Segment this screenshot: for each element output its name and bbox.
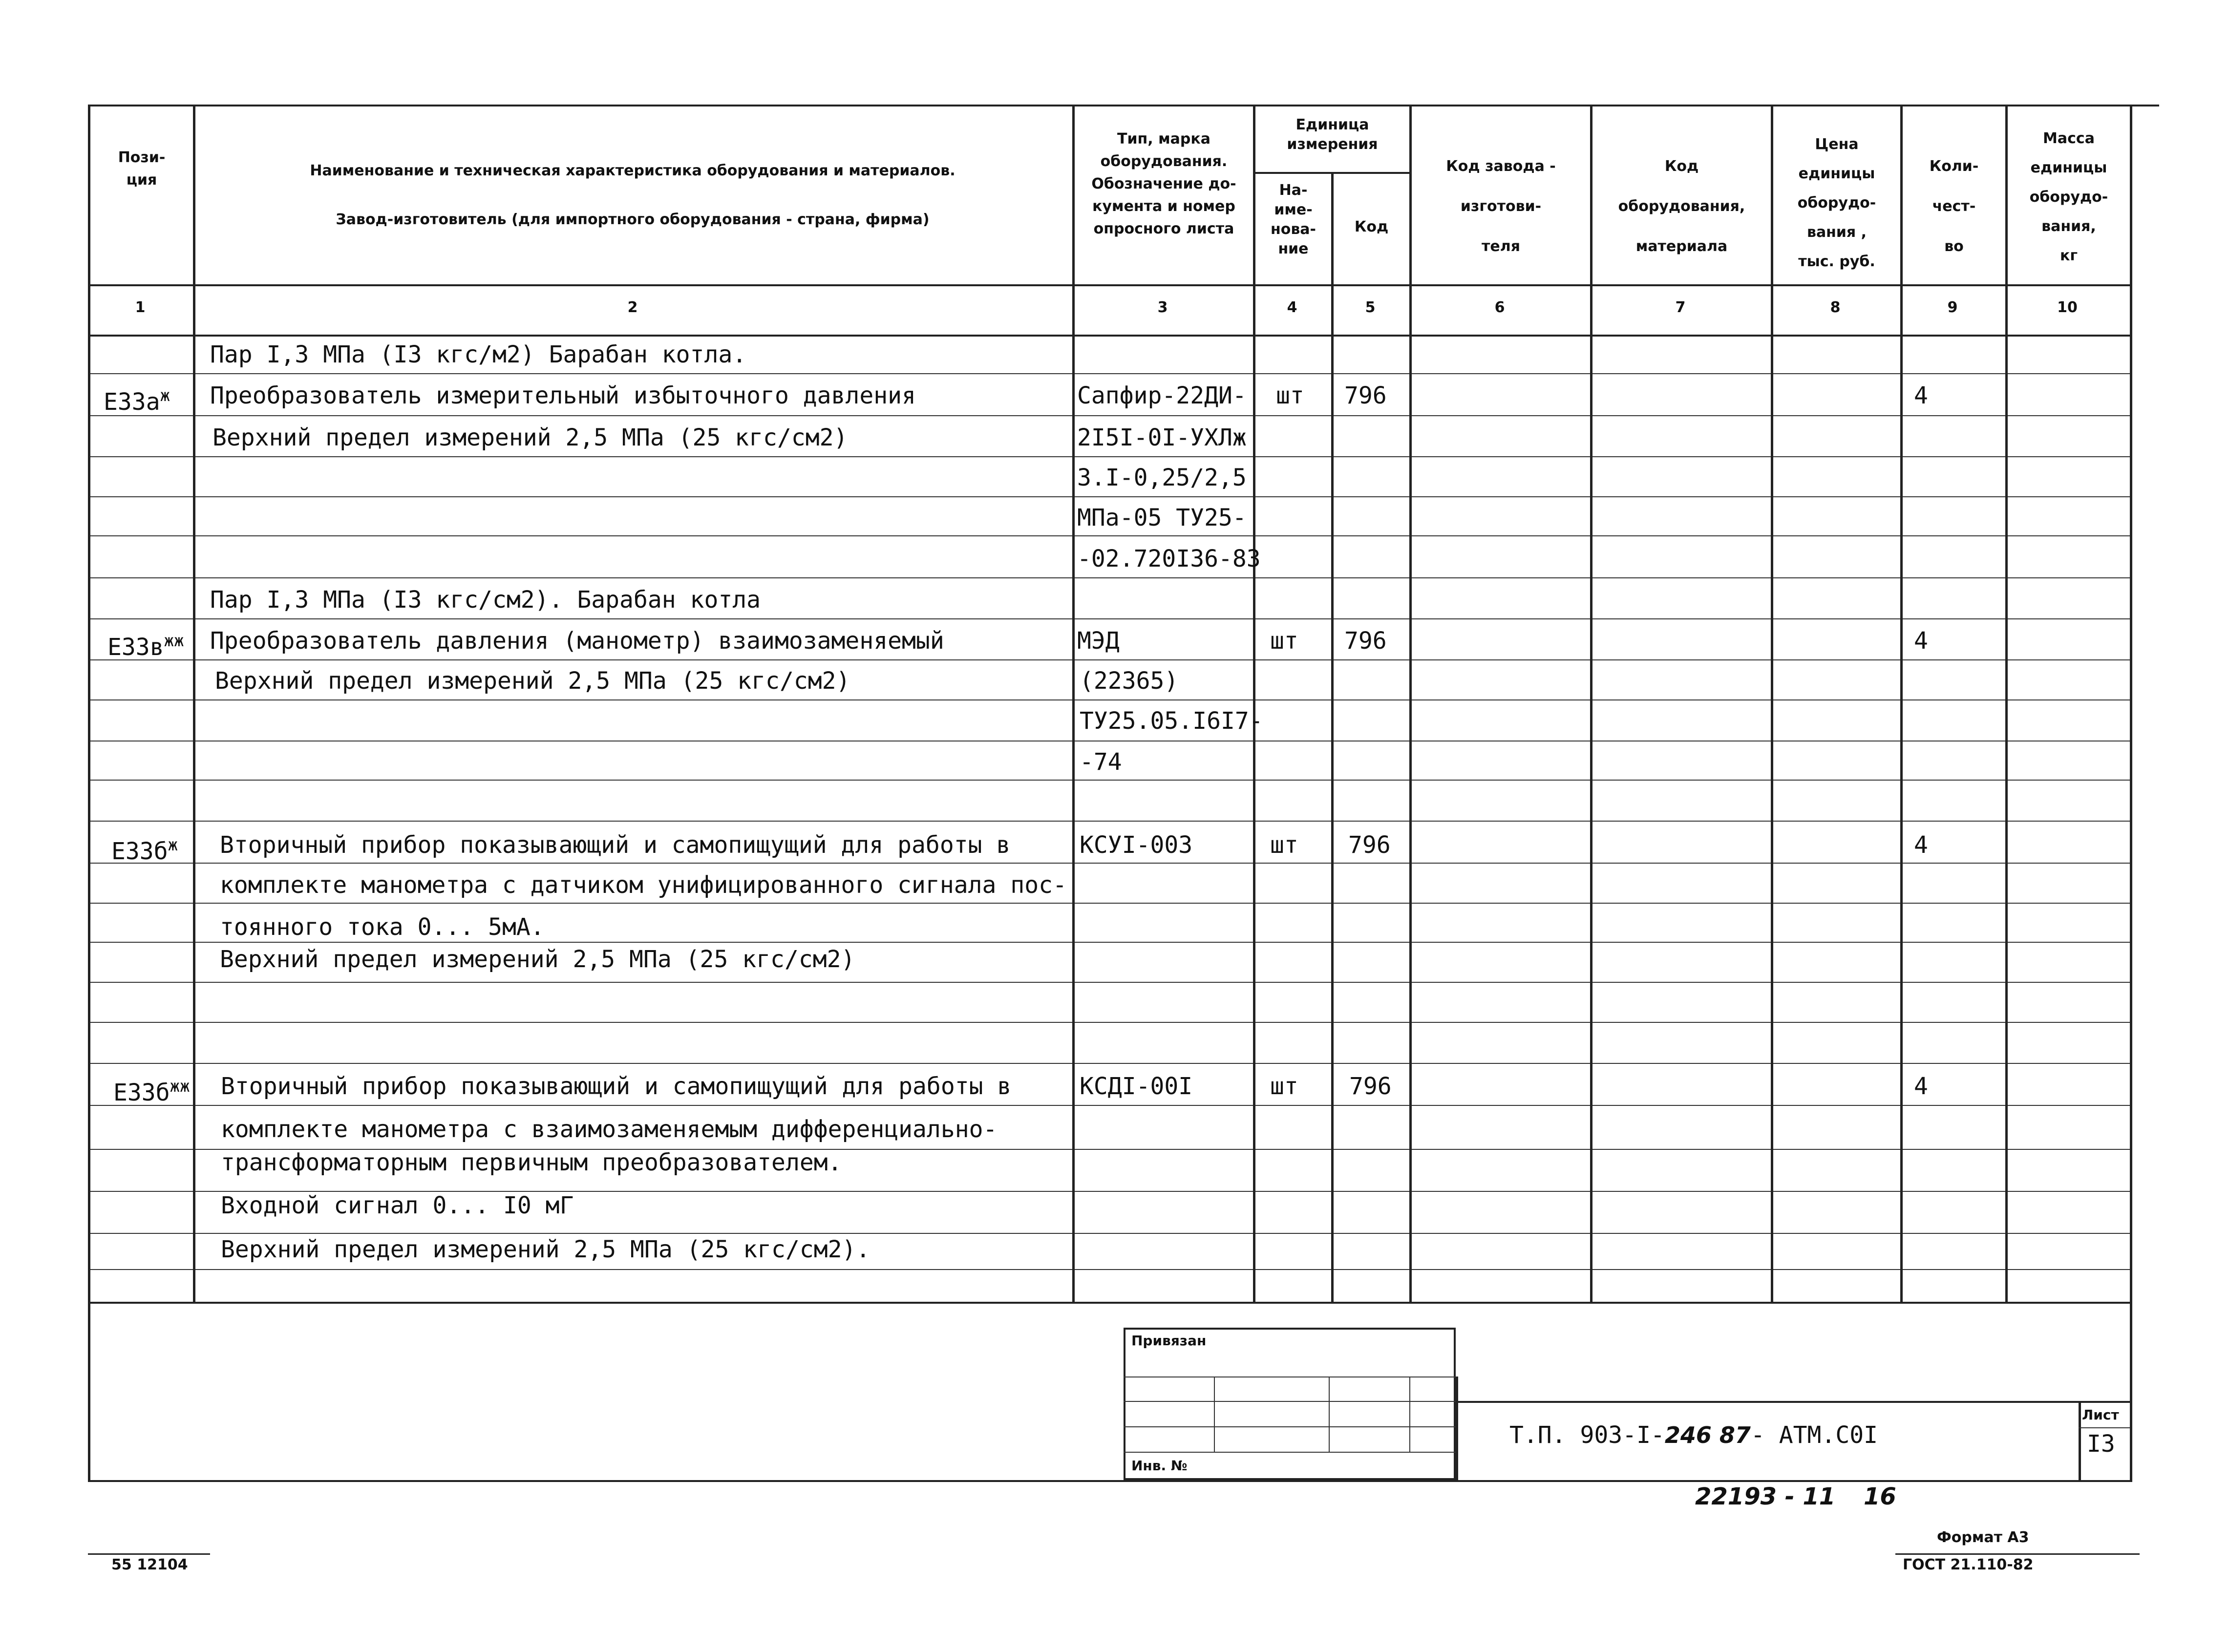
- item-type: КСУI-003: [1080, 831, 1193, 859]
- item-type: -02.720I36-83: [1077, 545, 1261, 572]
- item-description: комплекте манометра с датчиком унифицированного сигнала пос-: [220, 871, 1067, 899]
- position-code: $Е33б^{жж}$: [113, 1077, 190, 1106]
- item-description: Преобразователь измерительный избыточного давления: [210, 382, 916, 409]
- item-description: Верхний предел измерений 2,5 МПа (25 кгс/см2): [220, 946, 855, 973]
- item-description: Входной сигнал 0... I0 мГ: [221, 1192, 574, 1219]
- position-code: $Е33б^ж$: [111, 835, 178, 865]
- col-number: 6: [1494, 299, 1505, 316]
- quantity: 4: [1914, 831, 1928, 859]
- quantity: 4: [1914, 1073, 1928, 1100]
- section-title: Пар I,3 МПа (I3 кгс/см2). Барабан котла: [210, 586, 761, 614]
- item-description: Преобразователь давления (манометр) взаимозаменяемый: [210, 627, 944, 655]
- header-price: Цена единицы оборудо- вания , тыс. руб.: [1797, 136, 1876, 270]
- position-code: $Е33а^ж$: [104, 386, 170, 416]
- sheet-label: Лист: [2082, 1407, 2119, 1423]
- item-description: комплекте манометра с взаимозаменяемым дифференциально-: [221, 1116, 998, 1143]
- header-equipment-code: Код оборудования, материала: [1618, 158, 1745, 255]
- section-title: Пар I,3 МПа (I3 кгс/м2) Барабан котла.: [210, 341, 747, 368]
- item-description: Вторичный прибор показывающий и самопищущий для работы в: [221, 1073, 1012, 1100]
- item-type: ТУ25.05.I6I7-: [1080, 707, 1263, 735]
- item-description: тоянного тока 0... 5мА.: [220, 913, 545, 941]
- unit-name: шт: [1270, 831, 1298, 859]
- document-number: Т.П. 903-I-246 87- АТМ.С0I: [1509, 1421, 1878, 1449]
- header-name: Наименование и техническая характеристика оборудования и материалов. Завод-изготовитель (для импортного оборудования - страна, фирма): [310, 162, 955, 228]
- header-unit-name: На- име- нова- ние: [1270, 182, 1316, 257]
- col-number: 5: [1365, 299, 1376, 316]
- col-number: 2: [627, 299, 638, 316]
- item-description: Верхний предел измерений 2,5 МПа (25 кгс/см2).: [221, 1236, 870, 1263]
- footer-rule: [1895, 1553, 2140, 1555]
- col-number: 8: [1830, 299, 1841, 316]
- item-description: Верхний предел измерений 2,5 МПа (25 кгс/см2): [215, 667, 850, 695]
- header-unit: Единица измерения: [1287, 116, 1378, 153]
- item-description: Вторичный прибор показывающий и самопищущий для работы в: [220, 831, 1011, 859]
- item-type: Сапфир-22ДИ-: [1077, 382, 1247, 409]
- footer-rule-left: [88, 1553, 210, 1555]
- unit-code: 796: [1349, 1073, 1392, 1100]
- header-position: Пози- ция: [118, 149, 166, 189]
- unit-name: шт: [1270, 1073, 1298, 1100]
- handwritten-number-2: 16: [1864, 1483, 1896, 1510]
- unit-code: 796: [1344, 382, 1387, 409]
- unit-code: 796: [1348, 831, 1391, 859]
- format-label: Формат А3: [1937, 1529, 2029, 1546]
- item-type: (22365): [1080, 667, 1179, 695]
- col-number: 4: [1287, 299, 1297, 316]
- handwritten-number: 22193 - 11: [1695, 1483, 1836, 1510]
- header-type: Тип, марка оборудования. Обозначение до- кумента и номер опросного листа: [1091, 130, 1236, 237]
- print-code: 55 12104: [111, 1556, 188, 1573]
- item-description: трансформаторным первичным преобразователем.: [221, 1149, 842, 1176]
- item-type: КСДI-00I: [1080, 1073, 1193, 1100]
- item-type: 3.I-0,25/2,5: [1077, 464, 1247, 491]
- header-manufacturer-code: Код завода - изготови- теля: [1446, 158, 1556, 255]
- header-quantity: Коли- чест- во: [1929, 158, 1979, 255]
- unit-name: шт: [1276, 382, 1304, 409]
- col-number: 3: [1157, 299, 1168, 316]
- gost-label: ГОСТ 21.110-82: [1903, 1556, 2034, 1573]
- quantity: 4: [1914, 627, 1928, 655]
- header-unit-code: Код: [1354, 218, 1389, 235]
- item-description: Верхний предел измерений 2,5 МПа (25 кгс/см2): [212, 424, 848, 451]
- stamp-inventory: Инв. №: [1131, 1458, 1188, 1474]
- item-type: 2I5I-0I-УХЛж: [1077, 424, 1247, 451]
- item-type: МЭД: [1077, 627, 1120, 655]
- col-number: 10: [2057, 299, 2078, 316]
- quantity: 4: [1914, 382, 1928, 409]
- header-mass: Масса единицы оборудо- вания, кг: [2029, 130, 2108, 264]
- col-number: 9: [1947, 299, 1958, 316]
- unit-code: 796: [1344, 627, 1387, 655]
- col-number: 1: [135, 299, 146, 316]
- item-type: -74: [1080, 748, 1122, 776]
- item-type: МПа-05 ТУ25-: [1077, 504, 1247, 531]
- unit-name: шт: [1270, 627, 1298, 655]
- sheet-number: I3: [2087, 1430, 2115, 1458]
- position-code: $Е33в^{жж}$: [107, 631, 184, 661]
- col-number: 7: [1675, 299, 1686, 316]
- stamp-privyazan: Привязан: [1131, 1333, 1207, 1349]
